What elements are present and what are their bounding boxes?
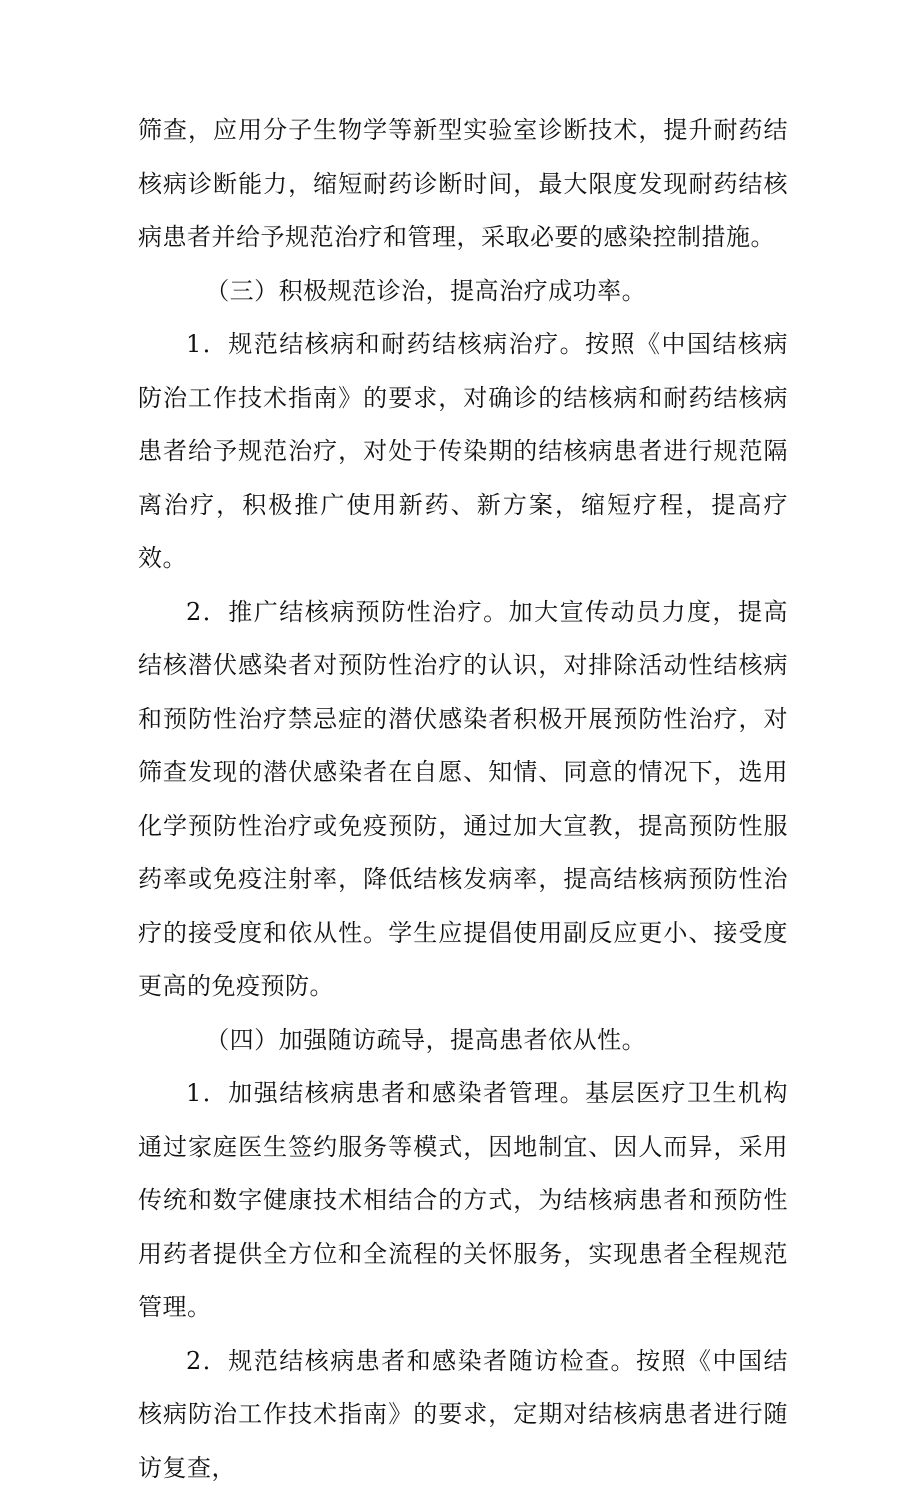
document-body	[138, 104, 788, 1495]
paragraph-preventive-treatment: 2．推广结核病预防性治疗。加大宣传动员力度，提高结核潜伏感染者对预防性治疗的认识，对排除活动性结核病和预防性治疗禁忌症的潜伏感染者积极开展预防性治疗，对筛查发现的潜伏感染者在自愿、知情、同意的情况下，选用化学预防性治疗或免疫预防，通过加大宣教，提高预防性服药率或免疫注射率，降低结核发病率，提高结核病预防性治疗的接受度和依从性。学生应提倡使用副反应更小、接受度更高的免疫预防。	[138, 586, 788, 1014]
paragraph-continuation: 筛查，应用分子生物学等新型实验室诊断技术，提升耐药结核病诊断能力，缩短耐药诊断时间，最大限度发现耐药结核病患者并给予规范治疗和管理，采取必要的感染控制措施。	[138, 104, 788, 265]
section-heading-4: （四）加强随访疏导，提高患者依从性。	[138, 1014, 788, 1068]
section-heading-3: （三）积极规范诊治，提高治疗成功率。	[138, 265, 788, 319]
paragraph-standard-treatment: 1．规范结核病和耐药结核病治疗。按照《中国结核病防治工作技术指南》的要求，对确诊的结核病和耐药结核病患者给予规范治疗，对处于传染期的结核病患者进行规范隔离治疗，积极推广使用新药、新方案，缩短疗程，提高疗效。	[138, 318, 788, 586]
paragraph-follow-up-checks: 2．规范结核病患者和感染者随访检查。按照《中国结核病防治工作技术指南》的要求，定期对结核病患者进行随访复查，	[138, 1335, 788, 1495]
paragraph-patient-management: 1．加强结核病患者和感染者管理。基层医疗卫生机构通过家庭医生签约服务等模式，因地制宜、因人而异，采用传统和数字健康技术相结合的方式，为结核病患者和预防性用药者提供全方位和全流程的关怀服务，实现患者全程规范管理。	[138, 1067, 788, 1335]
